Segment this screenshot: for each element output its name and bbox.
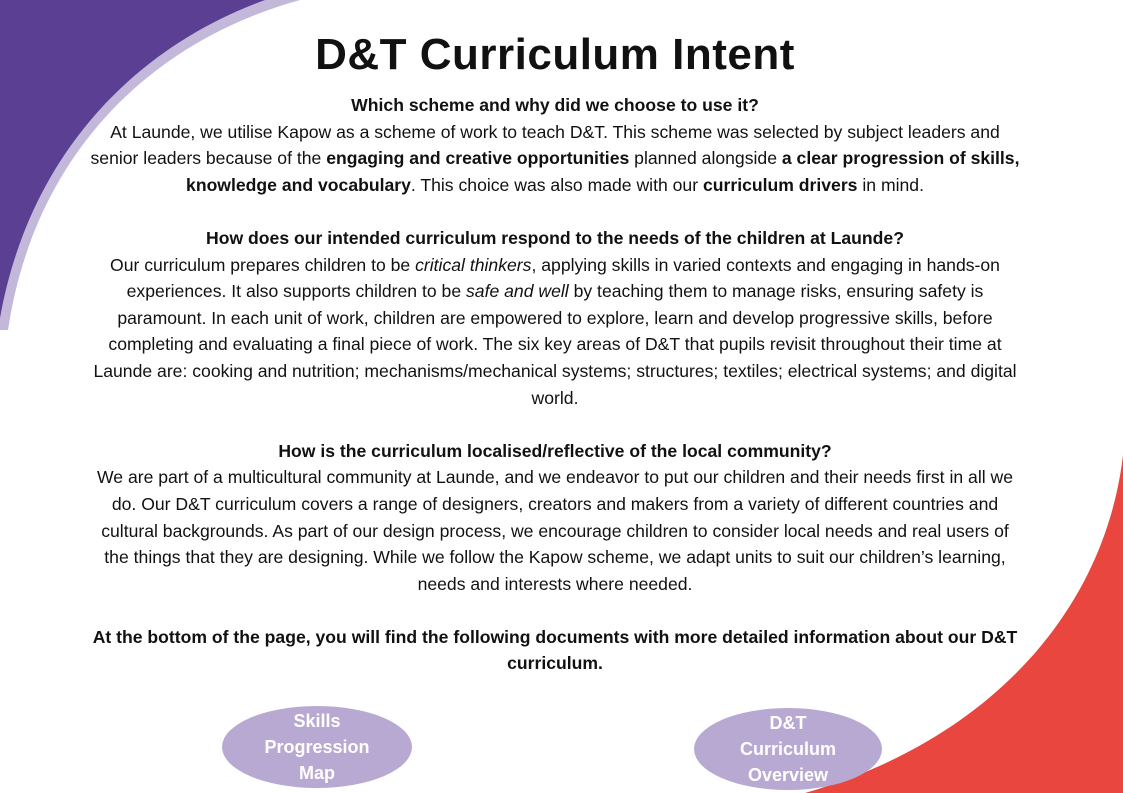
text-run: , applying skills in varied contexts and engaging in hands-on experiences. It also supports children to be bbox=[126, 254, 1000, 302]
button-label-line: Curriculum bbox=[739, 739, 836, 759]
italic-run: safe and well bbox=[466, 281, 569, 302]
section-body-local: We are part of a multicultural community at Launde, and we endeavor to put our children and their needs first in all we do. Our D&T curriculum covers a range of designers, creators and makers from a variety of different countries and cultural backgrounds. As part of our design process, we encourage children to consider local needs and real users of the things that they are designing. While we follow the Kapow scheme, we adapt units to suit our children’s learning, needs and interests where needed. bbox=[96, 467, 1014, 594]
button-label-line: Progression bbox=[264, 737, 370, 757]
button-label-line: Map bbox=[299, 763, 335, 783]
button-label-line: Overview bbox=[747, 765, 829, 785]
documents-note: At the bottom of the page, you will find the following documents with more detailed information about our D&T curriculum. bbox=[92, 626, 1018, 674]
spacer bbox=[88, 597, 1022, 624]
curriculum-overview-button[interactable] bbox=[694, 708, 882, 790]
text-run: . This choice was also made with our bbox=[410, 174, 703, 195]
text-run: planned alongside bbox=[629, 148, 782, 169]
section-heading-local: How is the curriculum localised/reflective of the local community? bbox=[278, 440, 832, 461]
section-heading-needs: How does our intended curriculum respond to the needs of the children at Launde? bbox=[206, 227, 904, 248]
skills-progression-map-button[interactable] bbox=[222, 706, 412, 788]
emphasis-run: a clear progression of skills, knowledge and vocabulary bbox=[186, 148, 1020, 195]
emphasis-run: engaging and creative opportunities bbox=[326, 148, 630, 169]
spacer bbox=[88, 411, 1022, 438]
button-label-line: D&T bbox=[769, 713, 807, 733]
text-run: in mind. bbox=[857, 174, 924, 195]
section-body-needs bbox=[88, 252, 1022, 412]
text-run: Our curriculum prepares children to be bbox=[110, 254, 416, 275]
page-title: D&T Curriculum Intent bbox=[315, 30, 795, 79]
section-body-scheme bbox=[88, 119, 1022, 199]
spacer bbox=[88, 198, 1022, 225]
button-label-line: Skills bbox=[293, 711, 341, 731]
italic-run: critical thinkers bbox=[415, 254, 532, 275]
intent-content bbox=[88, 92, 1022, 677]
text-run: by teaching them to manage risks, ensuring safety is paramount. In each unit of work, children are empowered to explore, learn and develop progressive skills, before completing and evaluating a final piece of work. The six key areas of D&T that pupils revisit throughout their time at Launde are: cooking and nutrition; mechanisms/mechanical systems; structures; textiles; electrical systems; and digital world. bbox=[93, 281, 1017, 408]
emphasis-run: curriculum drivers bbox=[702, 174, 858, 195]
text-run: At Launde, we utilise Kapow as a scheme of work to teach D&T. This scheme was selected by subject leaders and senior leaders because of the bbox=[90, 121, 1000, 169]
section-heading-scheme: Which scheme and why did we choose to use it? bbox=[351, 95, 759, 115]
